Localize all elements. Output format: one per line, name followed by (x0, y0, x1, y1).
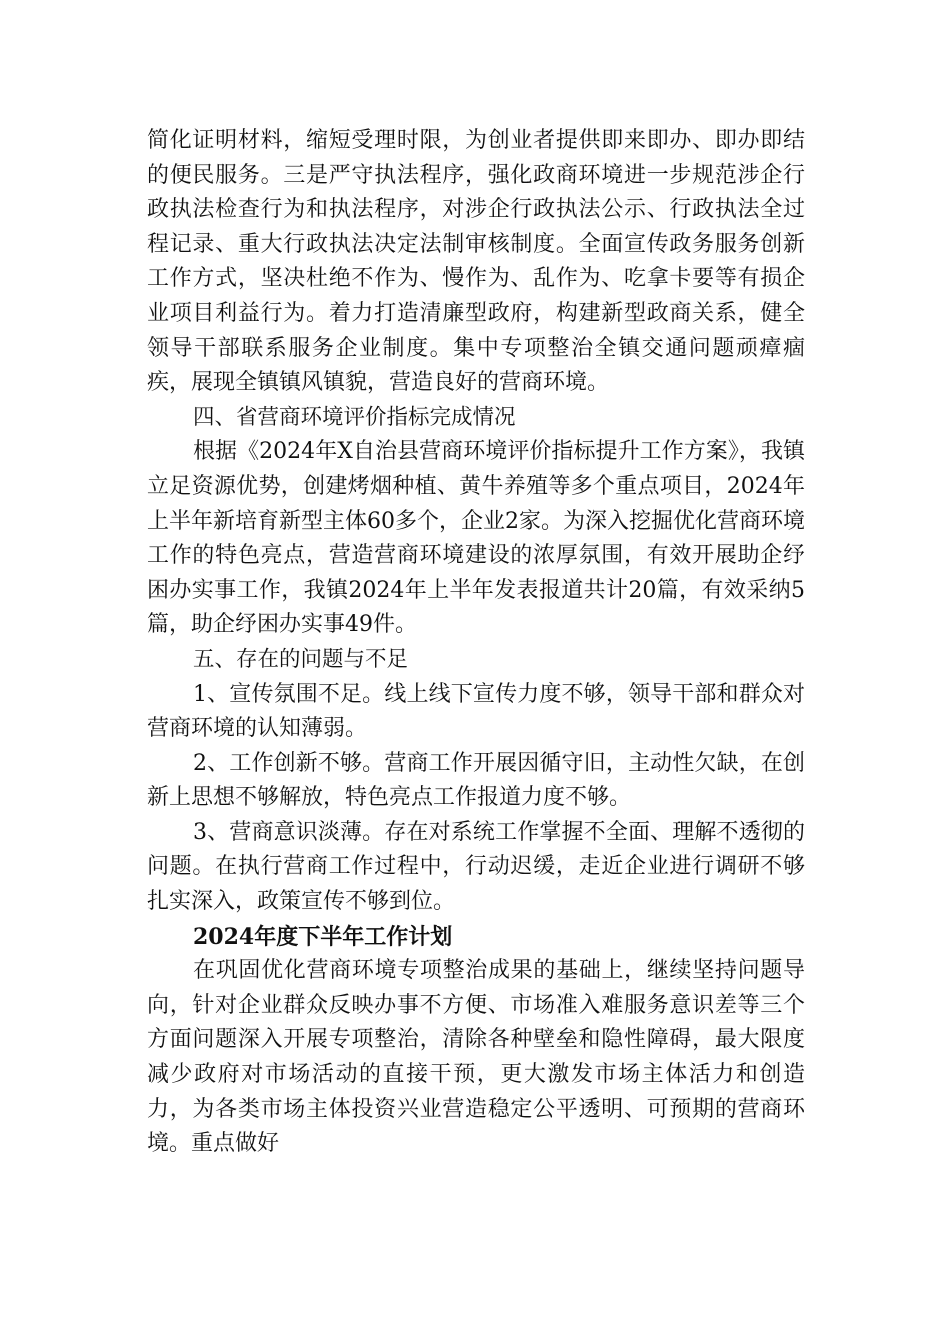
problem-item-3: 3、营商意识淡薄。存在对系统工作掌握不全面、理解不透彻的问题。在执行营商工作过程中，行动迟缓，走近企业进行调研不够扎实深入，政策宣传不够到位。 (147, 819, 805, 915)
document-page (147, 124, 805, 1162)
section-heading-5: 五、存在的问题与不足 (193, 646, 409, 672)
paragraph-continuation: 简化证明材料，缩短受理时限，为创业者提供即来即办、即办即结的便民服务。三是严守执法程序，强化政商环境进一步规范涉企行政执法检查行为和执法程序，对涉企行政执法公示、行政执法全过程记录、重大行政执法决定法制审核制度。全面宣传政务服务创新工作方式，坚决杜绝不作为、慢作为、乱作为、吃拿卡要等有损企业项目利益行为。着力打造清廉型政府，构建新型政商关系，健全领导干部联系服务企业制度。集中专项整治全镇交通问题顽瘴痼疾，展现全镇镇风镇貌，营造良好的营商环境。 (147, 128, 805, 396)
problem-item-1: 1、宣传氛围不足。线上线下宣传力度不够，领导干部和群众对营商环境的认知薄弱。 (147, 681, 805, 742)
problem-item-2: 2、工作创新不够。营商工作开展因循守旧，主动性欠缺，在创新上思想不够解放，特色亮点工作报道力度不够。 (147, 750, 805, 811)
section-heading-4: 四、省营商环境评价指标完成情况 (193, 404, 516, 430)
paragraph-indicators: 根据《2024年X自治县营商环境评价指标提升工作方案》，我镇立足资源优势，创建烤烟种植、黄牛养殖等多个重点项目，2024年上半年新培育新型主体60多个，企业2家。为深入挖掘优化营商环境工作的特色亮点，营造营商环境建设的浓厚氛围，有效开展助企纾困办实事工作，我镇2024年上半年发表报道共计20篇，有效采纳5篇，助企纾困办实事49件。 (147, 439, 805, 638)
paragraph-plan: 在巩固优化营商环境专项整治成果的基础上，继续坚持问题导向，针对企业群众反映办事不方便、市场准入难服务意识差等三个方面问题深入开展专项整治，清除各种壁垒和隐性障碍，最大限度减少政府对市场活动的直接干预，更大激发市场主体活力和创造力，为各类市场主体投资兴业营造稳定公平透明、可预期的营商环境。重点做好 (147, 958, 805, 1157)
plan-heading: 2024年度下半年工作计划 (193, 923, 453, 950)
